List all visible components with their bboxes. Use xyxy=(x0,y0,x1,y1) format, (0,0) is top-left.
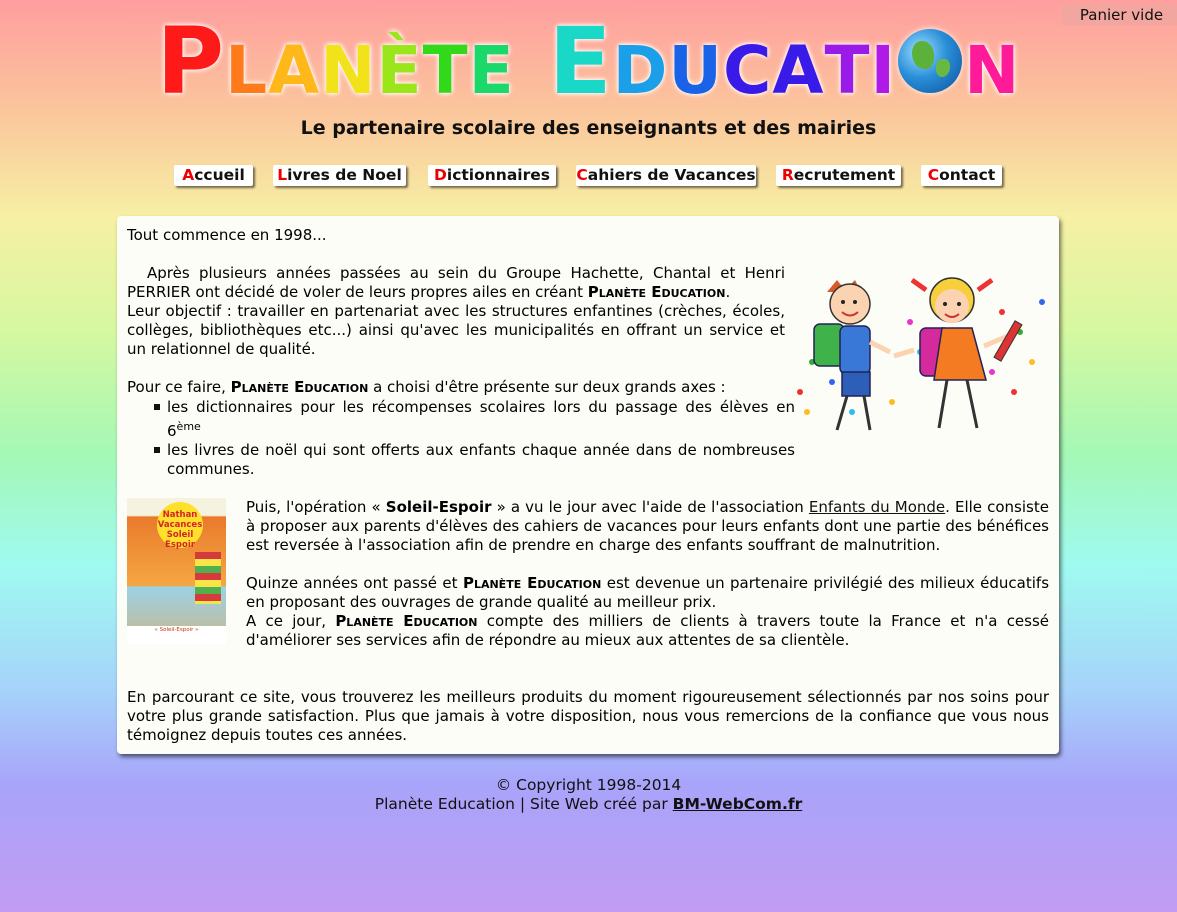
logo-letter: A xyxy=(772,32,825,109)
content-panel xyxy=(117,216,1059,754)
logo-letter: C xyxy=(722,32,773,109)
nav-recrutement[interactable] xyxy=(776,165,901,186)
nav-initial: C xyxy=(576,166,588,184)
text: les dictionnaires pour les récompenses scolaires lors du passage des élèves en 6 xyxy=(167,398,795,440)
book-badge xyxy=(157,502,203,548)
nav-label: ecrutement xyxy=(793,166,896,184)
text: . xyxy=(725,283,731,301)
logo-letter: È xyxy=(376,32,423,109)
globe-icon xyxy=(898,29,962,93)
logo-letter: T xyxy=(422,32,469,109)
nav-accueil[interactable] xyxy=(174,165,253,186)
enfants-du-monde-link[interactable]: Enfants du Monde xyxy=(808,498,946,516)
nav-livres-de-noel[interactable] xyxy=(273,165,406,186)
nav-label: ivres de Noel xyxy=(287,166,402,184)
logo-letter: D xyxy=(612,32,669,109)
logo-letter: I xyxy=(870,32,897,109)
main-nav xyxy=(0,165,1177,187)
text: a choisi d'être présente sur deux grands axes : xyxy=(368,378,726,396)
holiday-workbook-cover xyxy=(127,498,226,644)
nav-label: ontact xyxy=(939,166,996,184)
girl-figure xyxy=(894,278,1022,428)
credit-line xyxy=(0,795,1177,814)
list-item xyxy=(127,398,795,441)
copyright: © Copyright 1998-2014 xyxy=(495,776,682,794)
soleil-espoir-paragraph xyxy=(246,498,1049,555)
site-tagline: Le partenaire scolaire des enseignants et des mairies xyxy=(300,117,877,139)
nav-initial: L xyxy=(277,166,288,184)
text: compte des milliers de clients à travers toute la France et n'a cessé d'améliorer ses services afin de répondre au mieux aux attentes de sa clientèle. xyxy=(246,612,1050,649)
brand-name: Planète Education xyxy=(230,378,369,396)
site-footer xyxy=(0,776,1177,814)
text: A ce jour, xyxy=(246,612,336,630)
nav-initial: C xyxy=(927,166,940,184)
logo-letter: N xyxy=(964,32,1021,109)
logo-letter: P xyxy=(156,8,226,115)
text: Soleil Espoir xyxy=(165,530,195,550)
nav-label: ictionnaires xyxy=(446,166,550,184)
text: Nathan xyxy=(162,510,198,520)
logo-letter: L xyxy=(225,32,269,109)
brand-name: Planète Education xyxy=(462,574,602,592)
nav-label: ccueil xyxy=(194,166,245,184)
text: Leur objectif : travailler en partenariat avec les structures enfantines (crèches, écoles, collèges, bibliothèques etc...) ainsi qu'avec les municipalités en offrant un service et un relationnel de qualité. xyxy=(127,302,785,358)
nav-dictionnaires[interactable] xyxy=(428,165,556,186)
nav-contact[interactable] xyxy=(921,165,1002,186)
nav-initial: R xyxy=(781,166,794,184)
text: Planète Education | Site Web créé par xyxy=(374,795,673,813)
nav-label: ahiers de Vacances xyxy=(587,166,756,184)
text: Après plusieurs années passées au sein du Groupe Hachette, Chantal et Henri PERRIER ont décidé de voler de leurs propres ailes en créant xyxy=(127,264,785,301)
text: Vacances xyxy=(157,520,203,530)
text: . Elle consiste à proposer aux parents d'élèves des cahiers de vacances pour leurs enfants dont une partie des bénéfices est reversée à l'association afin de prendre en charge des enfants souffrant de malnutrition. xyxy=(246,498,1049,554)
book-footer: « Soleil-Espoir » xyxy=(127,626,226,644)
logo-letter: E xyxy=(548,8,613,115)
axes-intro xyxy=(127,378,785,397)
book-subject-strip xyxy=(195,552,221,604)
text: Puis, l'opération « xyxy=(246,498,386,516)
growth-paragraph xyxy=(246,574,1049,650)
history-paragraph xyxy=(127,264,785,359)
text: Pour ce faire, xyxy=(127,378,231,396)
superscript: ème xyxy=(176,420,201,433)
text: Quinze années ont passé et xyxy=(246,574,463,592)
list-item: les livres de noël qui sont offerts aux enfants chaque année dans de nombreuses communes. xyxy=(127,441,795,479)
axes-list xyxy=(127,398,795,479)
webcom-link[interactable]: BM-WebCom.fr xyxy=(672,795,803,813)
nav-initial: D xyxy=(434,166,447,184)
text: » a vu le jour avec l'aide de l'association xyxy=(491,498,809,516)
logo-letter: E xyxy=(468,32,515,109)
nav-cahiers-de-vacances[interactable] xyxy=(576,165,756,186)
cart-status[interactable]: Panier vide xyxy=(1062,4,1177,26)
nav-initial: A xyxy=(182,166,195,184)
brand-name: Planète Education xyxy=(587,283,726,301)
operation-name: Soleil-Espoir xyxy=(385,498,492,516)
intro-text: Tout commence en 1998... xyxy=(127,226,327,244)
brand-name: Planète Education xyxy=(335,612,478,630)
closing-paragraph: En parcourant ce site, vous trouverez les meilleurs produits du moment rigoureusement sélectionnés par nos soins pour votre plus grande satisfaction. Plus que jamais à votre disposition, nous vous remercions de la confiance que vous nous témoignez depuis toutes ces années. xyxy=(127,688,1049,744)
logo-letter: T xyxy=(824,32,871,109)
children-illustration xyxy=(792,262,1052,437)
text: est devenue un partenaire privilégié des milieux éducatifs en proposant des ouvrages de grande qualité au meilleur prix. xyxy=(246,574,1050,611)
boy-figure xyxy=(814,280,890,430)
logo-letter: N xyxy=(320,32,377,109)
logo-letter: U xyxy=(668,32,723,109)
logo-letter: A xyxy=(268,32,321,109)
site-logo[interactable] xyxy=(0,8,1177,115)
